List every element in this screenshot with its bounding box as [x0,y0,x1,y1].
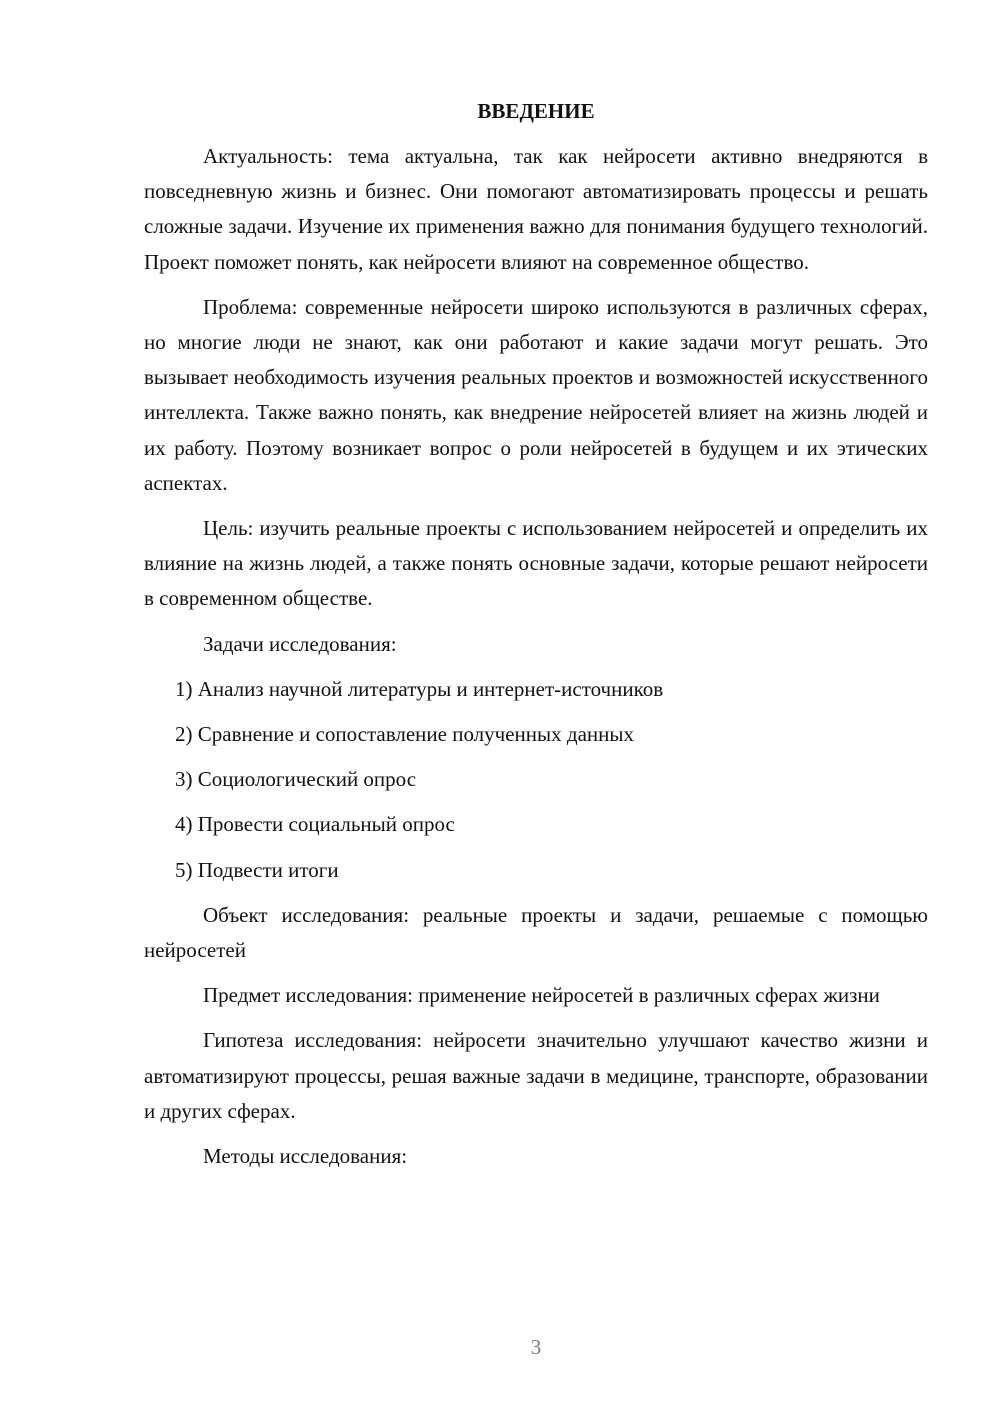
paragraph-relevance: Актуальность: тема актуальна, так как нейросети активно внедряются в повседневную жизнь и бизнес. Они помогают автоматизировать процессы и решать сложные задачи. Изучение их применения важно для понимания будущего технологий. Проект поможет понять, как нейросети влияют на современное общество. [144,144,928,274]
list-item: 2) Сравнение и сопоставление полученных данных [175,722,634,747]
page-content [144,94,928,1184]
paragraph-object: Объект исследования: реальные проекты и задачи, решаемые с помощью нейросетей [144,902,928,963]
section-title: ВВЕДЕНИЕ [477,99,595,123]
list-item: 4) Провести социальный опрос [175,812,455,837]
list-item: 1) Анализ научной литературы и интернет-источников [175,676,664,701]
list-item: 3) Социологический опрос [175,767,417,792]
list-item: 5) Подвести итоги [175,857,339,882]
page-number: 3 [530,1335,542,1359]
paragraph-goal: Цель: изучить реальные проекты с использованием нейросетей и определить их влияние на жизнь людей, а также понять основные задачи, которые решают нейросети в современном обществе. [144,516,928,611]
paragraph-subject: Предмет исследования: применение нейросетей в различных сферах жизни [203,983,880,1008]
tasks-list [144,672,928,888]
tasks-heading: Задачи исследования: [203,631,397,656]
paragraph-hypothesis: Гипотеза исследования: нейросети значительно улучшают качество жизни и автоматизируют процессы, решая важные задачи в медицине, транспорте, образовании и других сферах. [144,1028,928,1123]
paragraph-problem: Проблема: современные нейросети широко используются в различных сферах, но многие люди не знают, как они работают и какие задачи могут решать. Это вызывает необходимость изучения реальных проектов и возможностей искусственного интеллекта. Также важно понять, как внедрение нейросетей влияет на жизнь людей и их работу. Поэтому возникает вопрос о роли нейросетей в будущем и их этических аспектах. [144,294,928,495]
methods-heading: Методы исследования: [203,1144,408,1169]
